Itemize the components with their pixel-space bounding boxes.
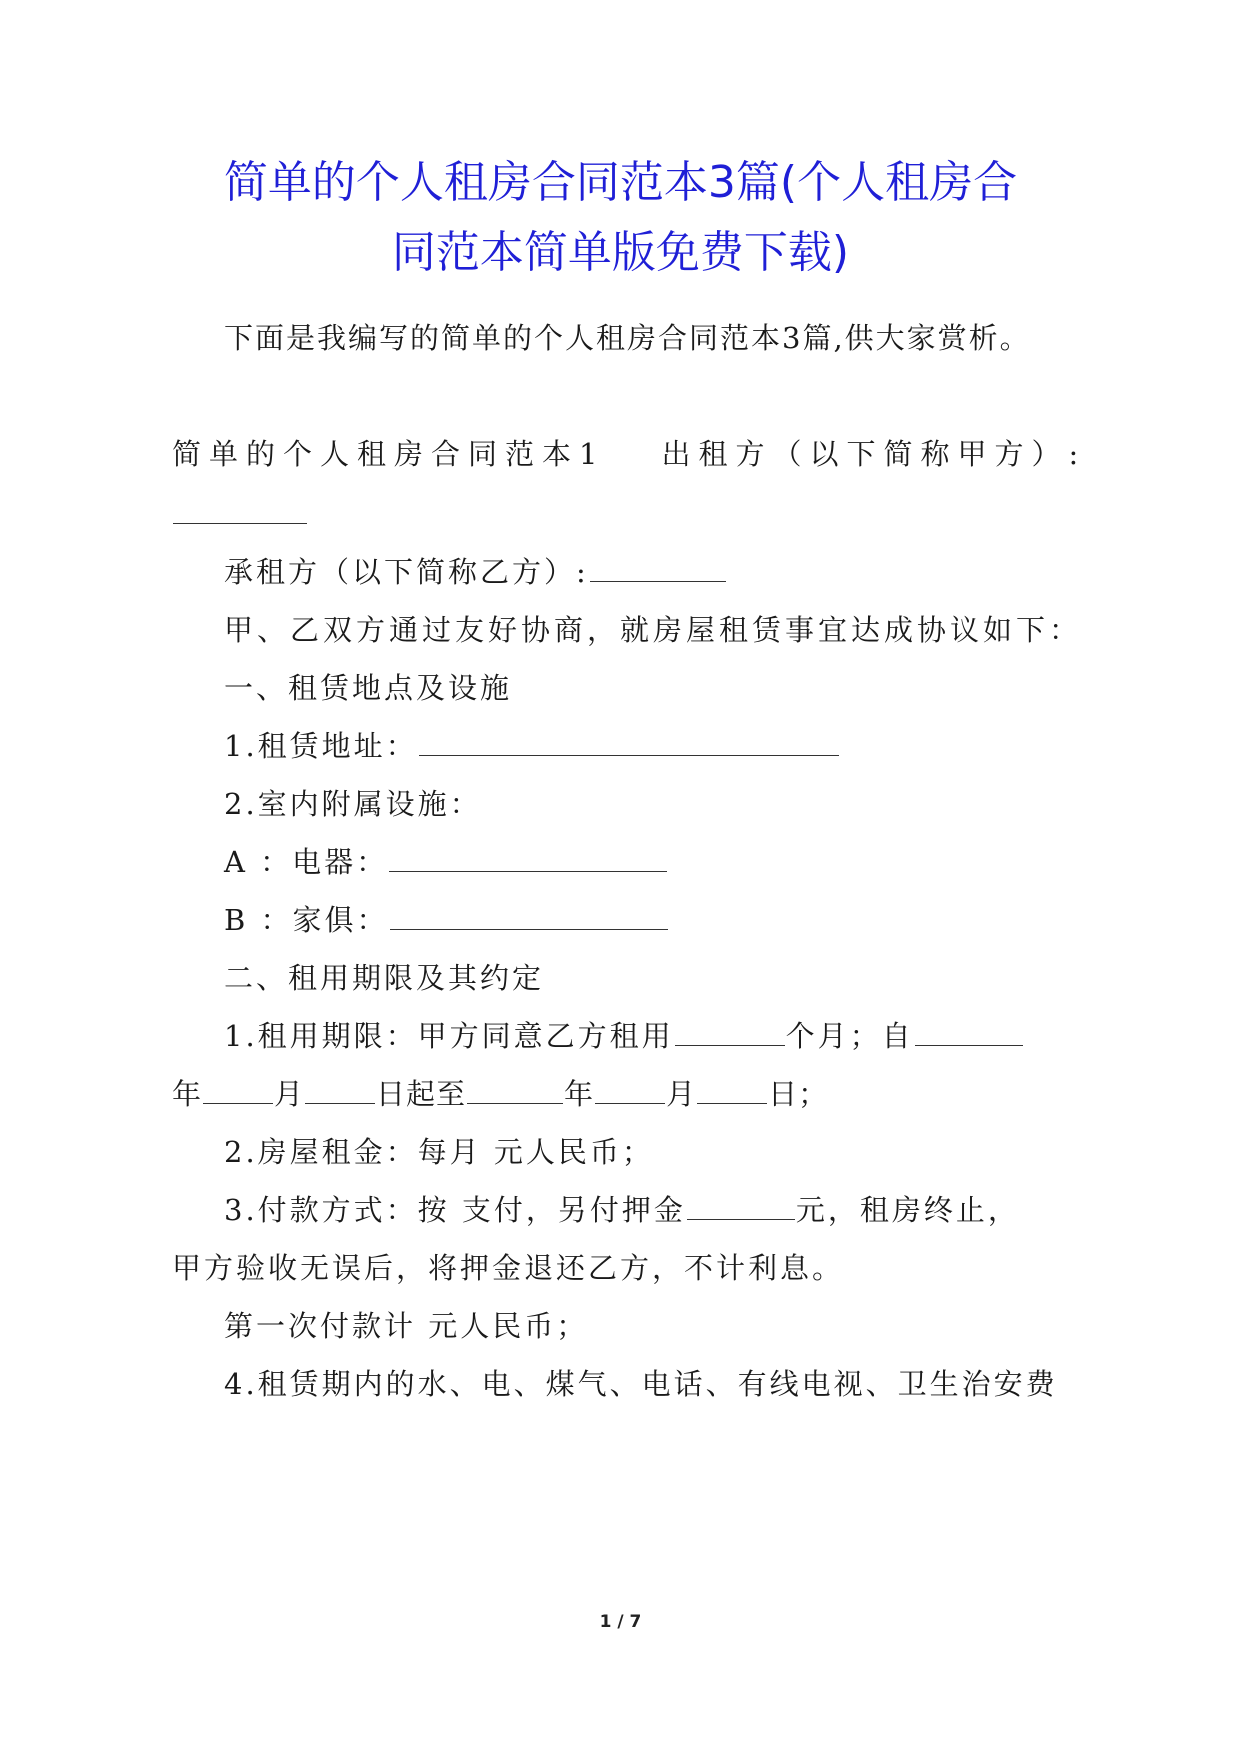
appliances-line	[224, 842, 668, 882]
lessor-blank	[173, 497, 307, 524]
lessor-label: 出租方（以下简称甲方）:	[661, 437, 1087, 471]
clause-2-3-continuation: 甲方验收无误后，将押金退还乙方，不计利息。	[172, 1251, 845, 1285]
section-1-line	[172, 434, 1086, 474]
deposit-suffix: 元，租房终止，	[795, 1193, 1020, 1227]
end-month-blank	[595, 1077, 665, 1104]
clause-2-2-line: 2.房屋租金：每月 元人民币；	[224, 1135, 654, 1169]
lessor-blank-line	[172, 494, 308, 534]
lease-term-label: 1.租用期限：甲方同意乙方租用	[224, 1019, 674, 1053]
document-title-line-2: 同范本简单版免费下载)	[391, 227, 850, 278]
start-year-label: 年	[172, 1077, 203, 1111]
lease-months-suffix: 个月；自	[785, 1019, 914, 1053]
section-1-heading: 简单的个人租房合同范本1	[172, 437, 606, 471]
furniture-label: B ：家俱：	[224, 903, 389, 937]
lessee-blank	[590, 555, 726, 582]
lease-start-year-blank	[915, 1019, 1023, 1046]
page-number: 1 / 7	[599, 1612, 642, 1632]
lease-months-blank	[675, 1019, 785, 1046]
end-day-label: 日；	[768, 1077, 829, 1111]
clause-2-heading: 二、租用期限及其约定	[224, 961, 545, 995]
first-payment-line: 第一次付款计 元人民币；	[224, 1309, 589, 1343]
clause-2-4-line: 4.租赁期内的水、电、煤气、电话、有线电视、卫生治安费	[224, 1367, 1058, 1401]
start-day-blank	[305, 1077, 375, 1104]
start-month-label: 月	[274, 1077, 305, 1111]
appliances-blank	[389, 845, 667, 872]
clause-1-1-line	[224, 726, 840, 766]
agreement-line: 甲、乙双方通过友好协商，就房屋租赁事宜达成协议如下：	[224, 613, 1083, 647]
lessee-label: 承租方（以下简称乙方）:	[224, 555, 589, 589]
intro-paragraph: 下面是我编写的简单的个人租房合同范本3篇,供大家赏析。	[224, 321, 1031, 355]
lessee-line	[224, 552, 727, 592]
payment-method-label: 3.付款方式：按 支付，另付押金	[224, 1193, 686, 1227]
rental-address-blank	[419, 729, 839, 756]
clause-1-2-line: 2.室内附属设施：	[224, 787, 482, 821]
furniture-line	[224, 900, 669, 940]
clause-1-heading: 一、租赁地点及设施	[224, 671, 513, 705]
end-month-label: 月	[666, 1077, 697, 1111]
start-month-blank	[203, 1077, 273, 1104]
rental-address-label: 1.租赁地址：	[224, 729, 418, 763]
deposit-blank	[687, 1193, 795, 1220]
end-day-blank	[697, 1077, 767, 1104]
furniture-blank	[390, 903, 668, 930]
end-year-blank	[467, 1077, 563, 1104]
clause-2-1-dates-line	[172, 1074, 828, 1114]
clause-2-3-line	[224, 1190, 1020, 1230]
document-title-line-1: 简单的个人租房合同范本3篇(个人租房合	[223, 157, 1018, 208]
appliances-label: A ：电器：	[224, 845, 389, 879]
start-day-label: 日起至	[376, 1077, 467, 1111]
clause-2-1-line	[224, 1016, 1024, 1056]
end-year-label: 年	[564, 1077, 595, 1111]
